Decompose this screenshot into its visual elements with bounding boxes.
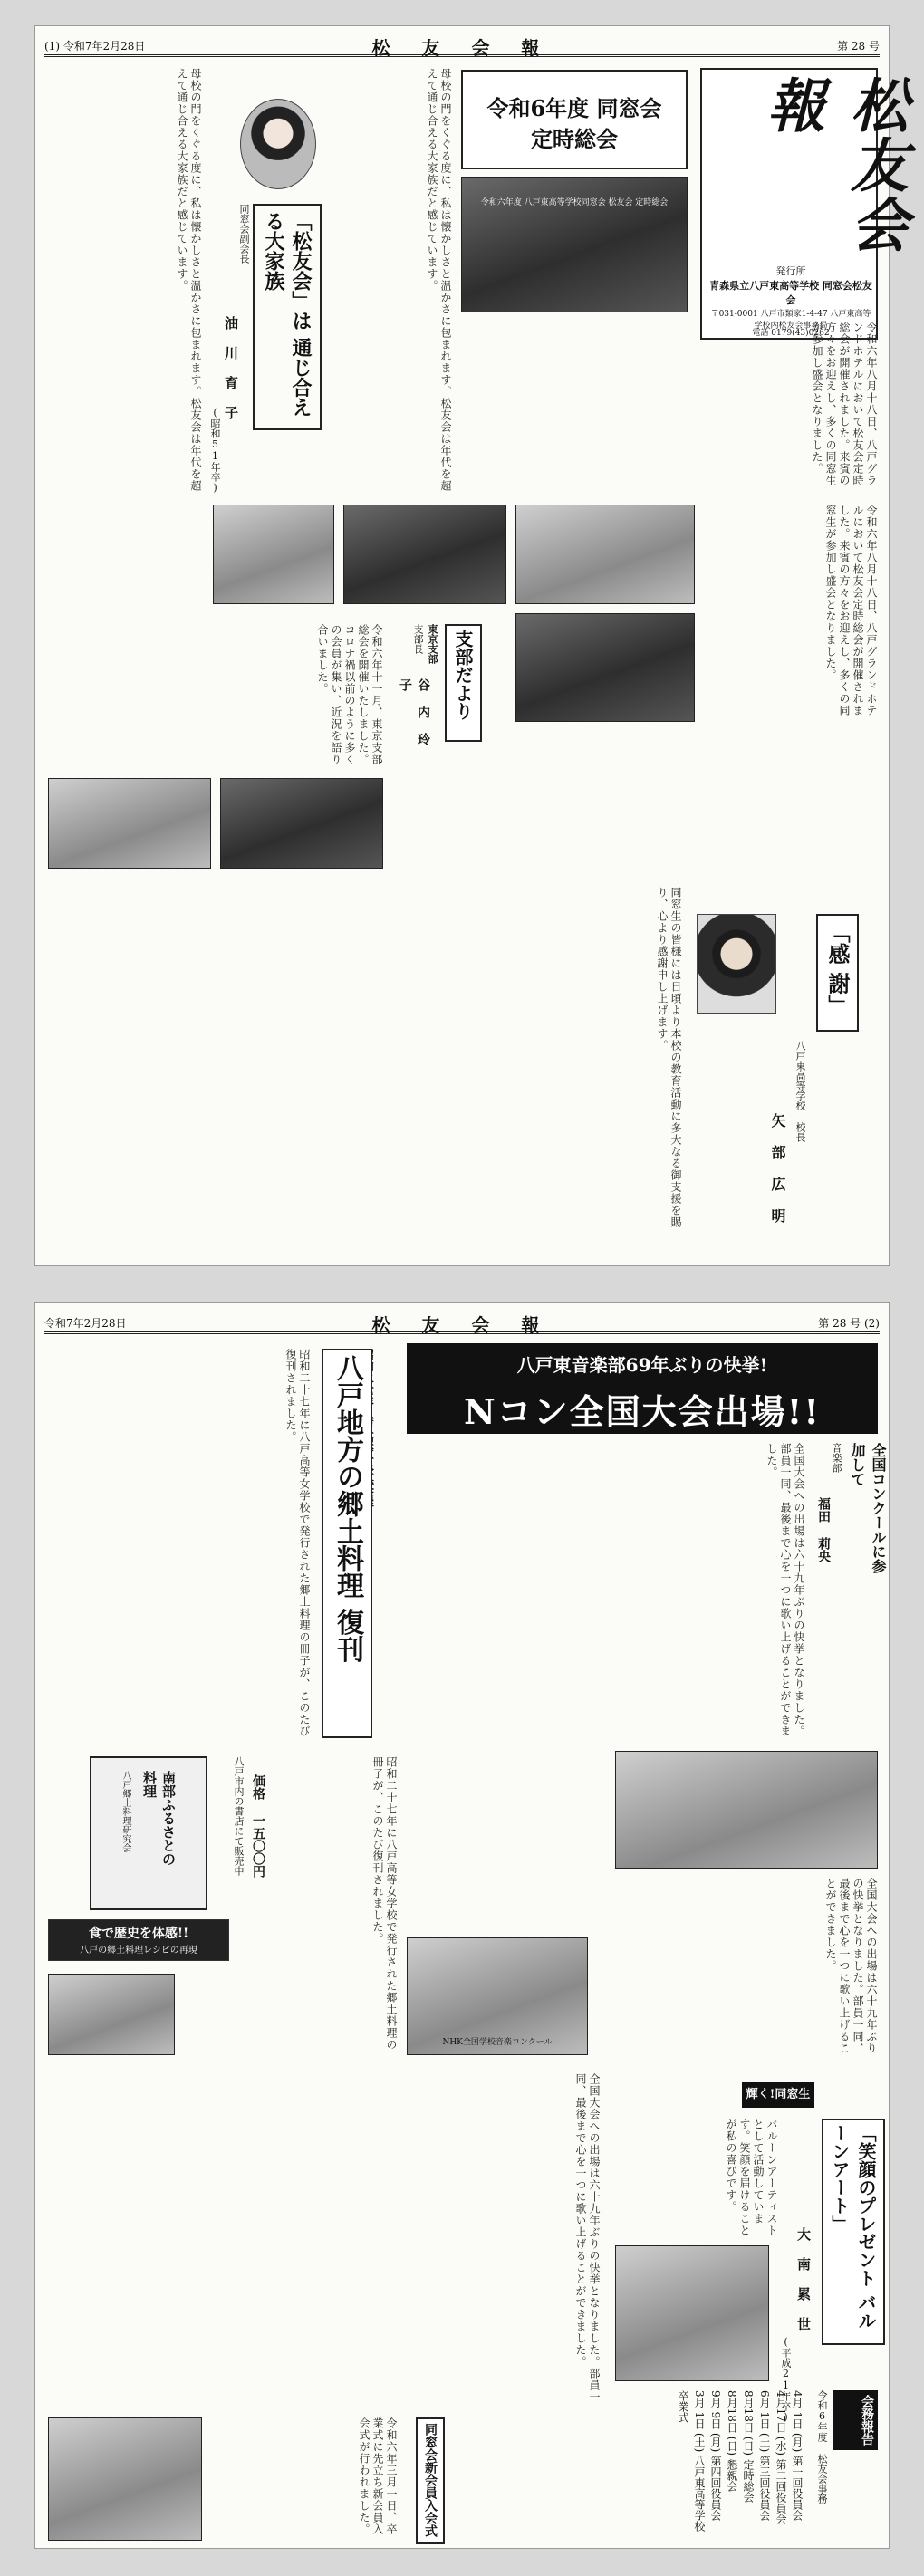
ncon-text-3: 全国大会への出場は六十九年ぶりの快挙となりました。部員一同、最後まで心を一つに歌い上げることができました。 (574, 2073, 601, 2403)
report-item: 9月 9日 (月) 第四回役員会 (709, 2390, 722, 2522)
masthead-logo: 松友会報 (757, 75, 909, 255)
branch-text: 令和六年十一月、東京支部総会を開催いたしました。コロナ禍以前のように多くの会員が集い、近況を語り合いました。 (316, 624, 383, 765)
branch-name: 東京支部 (427, 624, 438, 664)
concert-photo-1 (515, 505, 695, 604)
alumni-name: 大 南 累 世 (795, 2227, 812, 2331)
banquet-photo (213, 505, 334, 604)
cookbook-ad-line: 食で歴史を体感!! (88, 1927, 189, 1941)
ncon-side-title: 全国コンクールに参加して (849, 1443, 887, 1573)
header-date: (1) 令和7年2月28日 (44, 40, 146, 53)
newgrads-photo (48, 2417, 202, 2541)
ncon-banner-top: 八戸東音楽部69年ぶりの快挙! (516, 1354, 768, 1376)
cookbook-title: 南部ふるさとの料理 (141, 1771, 177, 1866)
cookbook-sale: 八戸市内の書店にて販売中 (233, 1756, 245, 1876)
newspaper-page-2 (34, 1302, 890, 2549)
meeting-stage-photo (461, 177, 688, 312)
report-item: 8月18日 (日) 定時総会 (742, 2390, 755, 2503)
ncon-banner (407, 1343, 878, 1434)
cookbook-cover (90, 1756, 207, 1910)
essay-text-left: 母校の門をくぐる度に、私は懐かしさと温かさに包まれます。松友会は年代を超えて通じ合える大家族だと感じています。 (176, 68, 202, 492)
ncon-role: 音楽部 (831, 1443, 842, 1473)
balloon-art-photo (615, 2245, 769, 2381)
ncon-group-photo (407, 1937, 588, 2055)
concert-photo-2 (515, 613, 695, 722)
report-item: 8月18日 (日) 懇親会 (726, 2390, 738, 2492)
report-item: 6月 1日 (土) 第三回役員会 (758, 2390, 771, 2522)
ncon-banner-main: Nコン全国大会出場!! (463, 1391, 822, 1432)
officers-photo (343, 505, 506, 604)
branch-role: 支部長 (412, 624, 424, 654)
choir-photo (615, 1751, 878, 1869)
page-header (44, 34, 880, 57)
thanks-role: 八戸東高等学校 校長 (794, 1041, 806, 1142)
report-item: 4月 1日 (月) 第一回役員会 (791, 2390, 804, 2522)
cooking-photo (48, 1974, 175, 2055)
principal-portrait (697, 914, 776, 1014)
ncon-text: 全国大会への出場は六十九年ぶりの快挙となりました。部員一同、最後まで心を一つに歌い上げることができました。 (765, 1443, 805, 1737)
principal-name: 矢 部 広 明 (769, 1113, 786, 1223)
ncon-text-2: 全国大会への出場は六十九年ぶりの快挙となりました。部員一同、最後まで心を一つに歌い上げることができました。 (824, 1878, 878, 2054)
alumni-tag: 輝く!同窓生 (742, 2082, 814, 2108)
publisher-address: 〒031-0001 八戸市類家1-4-47 八戸東高等学校内松友会事務局 (710, 310, 871, 331)
report-subtitle: 令和6年度 松友会事務 (816, 2390, 828, 2504)
page-header (44, 1311, 880, 1334)
meeting-article-2: 令和六年八月十八日、八戸グランドホテルにおいて松友会定時総会が開催されました。来賓の方々をお迎えし、多くの同窓生が参加し盛会となりました。 (824, 505, 878, 716)
report-list (624, 2390, 805, 2541)
branch-chief: 谷 内 玲 子 (398, 678, 430, 745)
report-item: 4月17日 (水) 第二回役員会 (775, 2390, 787, 2524)
publisher-name: 青森県立八戸東高等学校 同窓会松友会 (709, 280, 872, 306)
masthead (700, 68, 909, 340)
meeting-article: 令和六年八月十八日、八戸グランドホテルにおいて松友会定時総会が開催されました。来賓の方々をお迎えし、多くの同窓生が参加し盛会となりました。 (811, 322, 878, 486)
ncon-author: 福田 莉央 (816, 1497, 831, 1562)
meeting-banner (461, 70, 688, 169)
cuisine-text-2: 昭和二十七年に八戸高等女学校で発行された郷土料理の冊子が、このたび復刊されました。 (371, 1756, 398, 2051)
newgrads-title: 同窓会新会員入会式 (416, 2417, 445, 2544)
header-date: 令和7年2月28日 (44, 1317, 127, 1330)
essay-role: 同窓会副会長 (238, 204, 250, 264)
report-item: 3月 1日 (土) 八戸東高等学校卒業式 (677, 2390, 706, 2533)
stage-sign: 令和六年度 八戸東高等学校同窓会 松友会 定時総会 (480, 198, 669, 207)
thanks-text: 同窓生の皆様には日頃より本校の教育活動に多大なる御支援を賜り、心より感謝申し上げます。 (656, 887, 682, 1228)
publisher-phone: 電話 0179(43)0262 (752, 329, 830, 338)
cuisine-title: 八戸地方の郷土料理 復刊 (322, 1349, 372, 1738)
header-issue: 第 28 号 (2) (818, 1317, 880, 1330)
ncon-board-text: NHK全国学校音楽コンクール (442, 2038, 553, 2047)
alumni-grad: (平成21年卒) (780, 2336, 792, 2423)
vice-president-portrait (240, 99, 316, 189)
cookbook-ad-sub: 八戸の郷土料理レシピの再現 (80, 1946, 197, 1956)
essay-author: 油 川 育 子 (223, 316, 239, 419)
alumni-title: 「笑顔のプレゼント バルーンアート」 (822, 2119, 885, 2345)
header-title: 松 友 会 報 (371, 1314, 553, 1336)
thanks-title: 「感 謝」 (816, 914, 859, 1032)
essay-text-right: 母校の門をくぐる度に、私は懐かしさと温かさに包まれます。松友会は年代を超えて通じ合える大家族だと感じています。 (426, 68, 452, 492)
newspaper-page-1 (34, 25, 909, 1266)
cuisine-text: 昭和二十七年に八戸高等女学校で発行された郷土料理の冊子が、このたび復刊されました。 (284, 1349, 311, 1737)
branch-photo-1 (48, 778, 211, 869)
header-issue: 第 28 号 (837, 40, 880, 53)
essay-title: 「松友会」は 通じ合える大家族 (253, 204, 322, 430)
report-title: 会務報告 (833, 2390, 878, 2450)
cookbook-price: 価格 一五〇〇円 (251, 1774, 265, 1878)
essay-grad: (昭和51年卒) (209, 407, 221, 494)
publisher-label: 発行所 (775, 265, 806, 277)
cookbook-ad (48, 1919, 229, 1961)
branch-photo-2 (220, 778, 383, 869)
header-title: 松 友 会 報 (371, 37, 553, 59)
cookbook-subtitle: 八戸郷土料理研究会 (120, 1771, 130, 1852)
branch-section-title: 支部だより (445, 624, 482, 742)
alumni-text: バルーンアーティストとして活動しています。笑顔を届けることが私の喜びです。 (725, 2119, 778, 2236)
newgrads-text: 令和六年三月一日、卒業式に先立ち新会員入会式が行われました。 (358, 2417, 398, 2535)
meeting-banner-text: 令和6年度 同窓会定時総会 (486, 95, 662, 152)
